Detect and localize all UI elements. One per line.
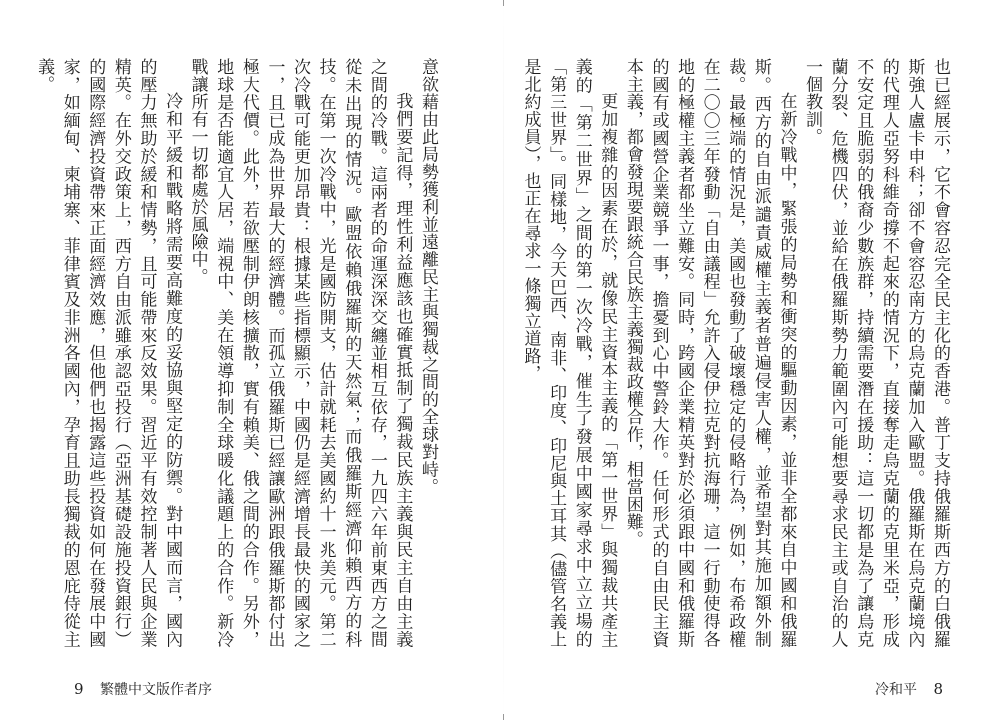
right-page-body [520,58,952,648]
running-header-title: 繁體中文版作者序 [100,682,212,698]
running-header-title: 冷和平 [875,682,917,698]
page-number: 8 [933,680,943,698]
right-page [504,0,1007,720]
left-page [0,0,503,720]
crop-mark [503,714,504,720]
paragraph: 意欲藉由此局勢獲利並遠離民主與獨裁之間的全球對峙。 [418,58,438,496]
paragraph: 也已經展示，它不會容忍完全民主化的香港。普丁支持俄羅斯西方的白俄羅斯強人盧卡申科；卻不會容忍南方的烏克蘭加入歐盟。俄羅斯在烏克蘭境內的代理人亞努科維奇撐不起來的情況下，直接奪走烏克蘭的克里米亞，形成不安定且脆弱的俄裔少數族群，持續需要潛在援助：這一切都是為了讓烏克蘭分裂、危機四伏，並給在俄羅斯勢力範圍內可能想要尋求民主或自治的人一個教訓。 [802,58,950,648]
page-number: 9 [74,680,84,698]
paragraph: 冷和平緩和戰略將需要高難度的妥協與堅定的防禦。對中國而言，國內的壓力無助於緩和情勢，且可能帶來反效果。習近平有效控制著人民與企業精英。在外交政策上，西方自由派雖承認亞投行（亞洲基礎設施投資銀行）的國際經濟投資帶來正面經濟效應，但他們也揭露這些投資如何在發展中國家，如緬甸、柬埔寨、菲律賓及非洲各國內，孕育且助長獨裁的恩庇侍從主義。 [34,58,183,648]
right-page-footer [875,681,943,698]
paragraph: 更加複雜的因素在於，就像民主資本主義的「第一世界」與獨裁共產主義的「第二世界」之間的第一次冷戰，催生了發展中國家尋求中立立場的「第三世界」。同樣地，今天巴西、南非、印度、印尼與土耳其（儘管名義上是北約成員），也正在尋求一條獨立道路， [520,58,618,648]
paragraph: 在新冷戰中，緊張的局勢和衝突的驅動因素，並非全都來自中國和俄羅斯。西方的自由派譴責威權主義者普遍侵害人權，並希望對其施加額外制裁。最極端的情況是，美國也發動了破壞穩定的侵略行為，例如，布希政權在二〇〇三年發動「自由議程」允許入侵伊拉克對抗海珊，這一行動使得各地的極權主義者都坐立難安。同時，跨國企業精英對於必須跟中國和俄羅斯的國有或國營企業競爭一事，擔憂到心中警鈴大作。任何形式的自由民主資本主義，都會發現要跟統合民族主義獨裁政權合作，相當困難。 [622,58,797,648]
crop-mark [503,0,504,6]
left-page-footer [74,681,212,698]
left-page-body [34,58,440,648]
paragraph: 我們要記得，理性利益應該也確實抵制了獨裁民族主義與民主自由主義之間的冷戰。這兩者的命運深深交纏並相互依存，一九四六年前東西方之間從未出現的情況。歐盟依賴俄羅斯的天然氣；而俄羅斯經濟仰賴西方的科技。在第一次冷戰中，光是國防開支，估計就耗去美國約十一兆美元。第二次冷戰可能更加昂貴：根據某些指標顯示，中國仍是經濟增長最快的國家之一，且已成為世界最大的經濟體。而孤立俄羅斯已經讓歐洲跟俄羅斯都付出極大代價。此外，若欲壓制伊朗核擴散，實有賴美、俄之間的合作。另外，地球是否能適宜人居，端視中、美在領導抑制全球暖化議題上的合作。新冷戰讓所有一切都處於風險中。 [187,58,413,648]
